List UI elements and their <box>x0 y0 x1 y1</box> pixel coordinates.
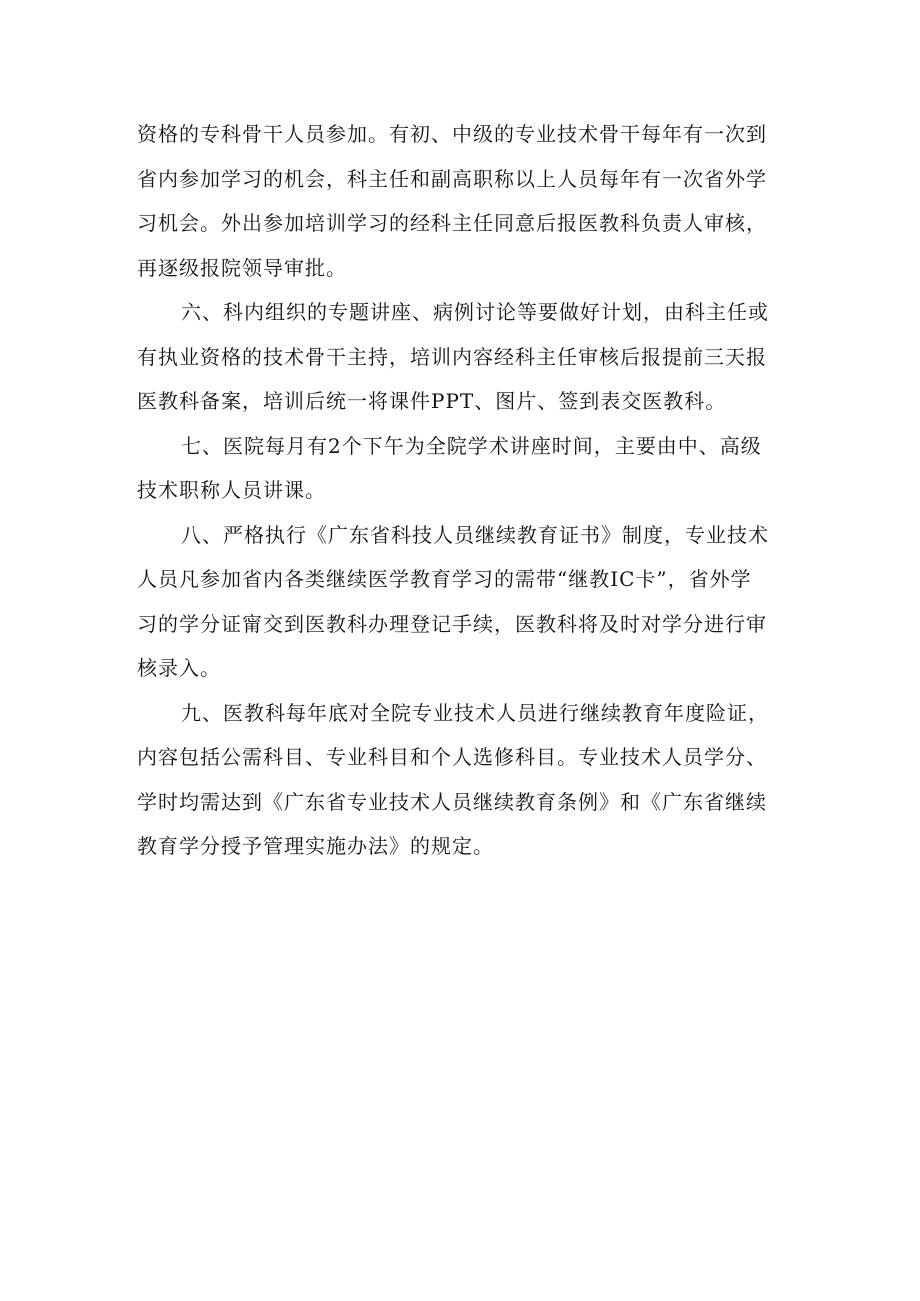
text-line: 学时均需达到《广东省专业技术人员继续教育条例》和《广东省继续 <box>137 789 767 814</box>
document-body <box>137 112 787 869</box>
text-line: 有执业资格的技术骨干主持，培训内容经科主任审核后报提前三天报 <box>137 344 767 369</box>
text-line: 人员凡参加省内各类继续医学教育学习的需带“继教IC卡”，省外学 <box>137 567 752 591</box>
paragraph-continuation <box>137 112 787 290</box>
paragraph-item-7 <box>137 424 787 513</box>
text-line: 教育学分授予管理实施办法》的规定。 <box>137 834 494 858</box>
text-line: 省内参加学习的机会，科主任和副高职称以上人员每年有一次省外学 <box>137 166 767 191</box>
paragraph-item-9 <box>137 691 787 869</box>
text-line: 九、医教科每年底对全院专业技术人员进行继续教育年度险证， <box>181 700 769 725</box>
text-line: 六、科内组织的专题讲座、病例讨论等要做好计划，由科主任或 <box>181 300 769 324</box>
text-line: 核录入。 <box>137 656 221 680</box>
text-line: 内容包括公需科目、专业科目和个人选修科目。专业技术人员学分、 <box>137 745 767 769</box>
paragraph-item-8 <box>137 513 787 691</box>
text-line: 八、严格执行《广东省科技人员继续教育证书》制度，专业技术 <box>181 522 769 547</box>
text-line: 习的学分证甯交到医教科办理登记手续，医教科将及时对学分进行审 <box>137 611 767 636</box>
paragraph-item-6 <box>137 290 787 424</box>
text-line: 习机会。外出参加培训学习的经科主任同意后报医教科负责人审核， <box>137 211 767 235</box>
text-line: 七、医院每月有2个下午为全院学术讲座时间，主要由中、高级 <box>181 433 762 458</box>
text-line: 技术职称人员讲课。 <box>137 478 326 502</box>
text-line: 再逐级报院领导审批。 <box>137 255 347 280</box>
text-line: 资格的专科骨干人员参加。有初、中级的专业技术骨干每年有一次到 <box>137 122 767 146</box>
text-line: 医教科备案，培训后统一将课件PPT、图片、签到表交医教科。 <box>137 389 727 413</box>
